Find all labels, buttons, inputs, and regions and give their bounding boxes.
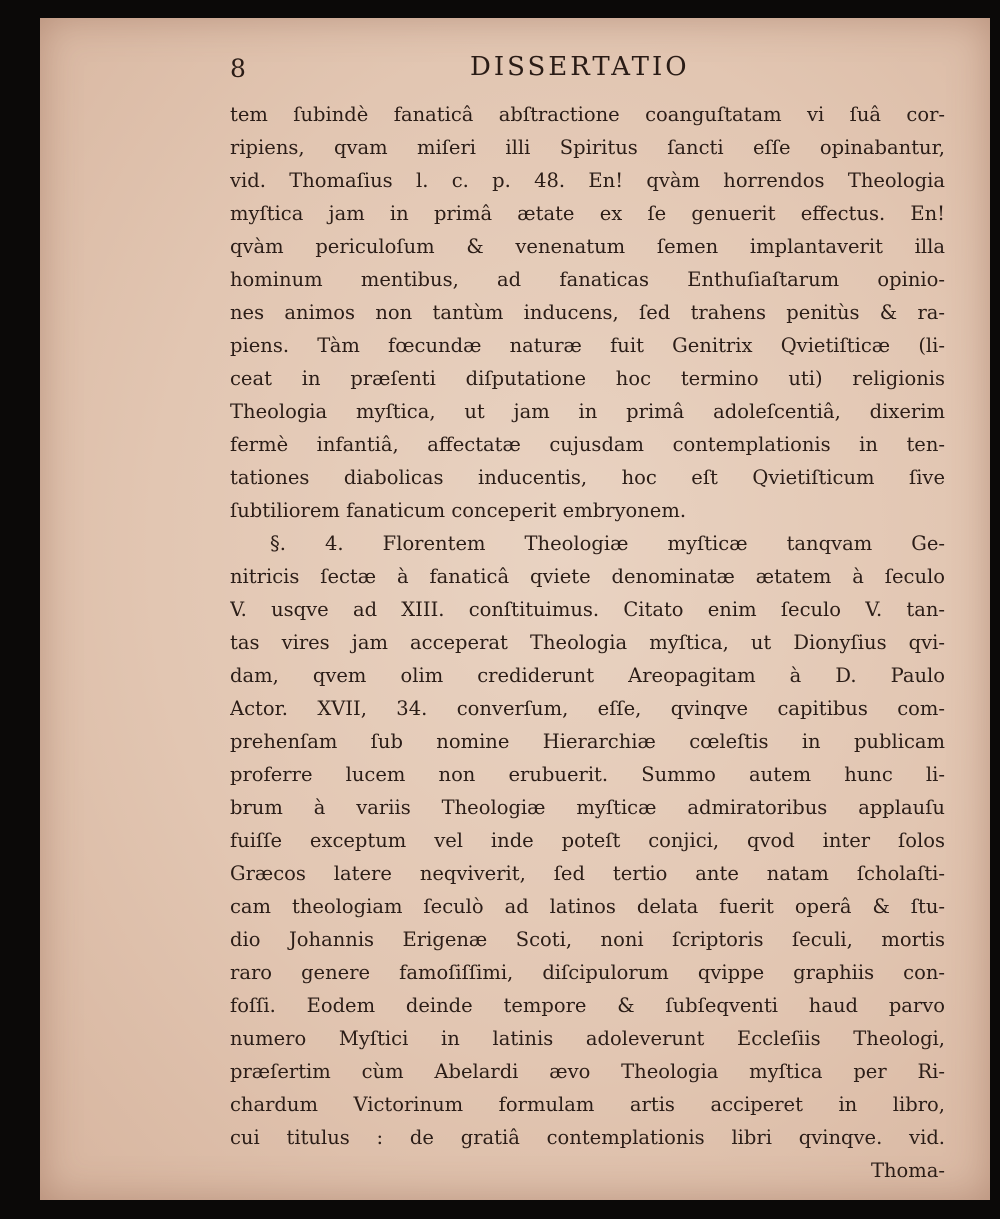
page-number: 8 (230, 54, 246, 83)
body-text (230, 98, 945, 1187)
text-line: chardum Victorinum formulam artis acciperet in libro, (230, 1093, 945, 1116)
text-line: tas vires jam acceperat Theologia myſtica, ut Dionyſius qvi- (230, 631, 945, 654)
text-line: V. usqve ad XIII. conſtituimus. Citato enim ſeculo V. tan- (230, 598, 945, 621)
catchword: Thoma- (870, 1159, 945, 1182)
text-line: proferre lucem non erubuerit. Summo autem hunc li- (230, 763, 945, 786)
text-line: prehenſam ſub nomine Hierarchiæ cœleſtis in publicam (230, 730, 945, 753)
text-line: dam, qvem olim crediderunt Areopagitam à D. Paulo (230, 664, 945, 687)
text-line: numero Myſtici in latinis adoleverunt Eccleſiis Theologi, (230, 1027, 945, 1050)
text-line: brum à variis Theologiæ myſticæ admiratoribus applauſu (230, 796, 945, 819)
text-line: raro genere famoſiſſimi, diſcipulorum qvippe graphiis con- (230, 961, 945, 984)
text-line: fermè infantiâ, affectatæ cujusdam contemplationis in ten- (230, 433, 945, 456)
text-line: dio Johannis Erigenæ Scoti, noni ſcriptoris ſeculi, mortis (230, 928, 945, 951)
text-line: ripiens, qvam miſeri illi Spiritus ſancti eſſe opinabantur, (230, 136, 945, 159)
text-line: Theologia myſtica, ut jam in primâ adoleſcentiâ, dixerim (230, 400, 945, 423)
text-line: fuiſſe exceptum vel inde poteſt conjici, qvod inter ſolos (230, 829, 945, 852)
text-line: cam theologiam ſeculò ad latinos delata fuerit operâ & ſtu- (230, 895, 945, 918)
text-line: nitricis ſectæ à fanaticâ qviete denominatæ ætatem à ſeculo (230, 565, 945, 588)
book-page (40, 18, 990, 1200)
text-line: hominum mentibus, ad fanaticas Enthuſiaſtarum opinio- (230, 268, 945, 291)
text-line: cui titulus : de gratiâ contemplationis libri qvinqve. vid. (230, 1126, 945, 1149)
section-start-line: §. 4. Florentem Theologiæ myſticæ tanqvam Ge- (270, 532, 945, 555)
running-head: DISSERTATIO (470, 52, 690, 82)
text-line: Actor. XVII, 34. converſum, eſſe, qvinqve capitibus com- (230, 697, 945, 720)
text-line: tationes diabolicas inducentis, hoc eſt Qvietiſticum ſive (230, 466, 945, 489)
text-line: myſtica jam in primâ ætate ex ſe genuerit effectus. En! (230, 202, 945, 225)
text-line: qvàm periculoſum & venenatum ſemen implantaverit illa (230, 235, 945, 258)
text-line: Græcos latere neqviverit, ſed tertio ante natam ſcholaſti- (230, 862, 945, 885)
text-line: præſertim cùm Abelardi ævo Theologia myſtica per Ri- (230, 1060, 945, 1083)
text-line: piens. Tàm fœcundæ naturæ fuit Genitrix Qvietiſticæ (li- (230, 334, 945, 357)
text-line: nes animos non tantùm inducens, ſed trahens penitùs & ra- (230, 301, 945, 324)
text-line: ſubtiliorem fanaticum conceperit embryonem. (230, 499, 687, 522)
page-header (230, 52, 930, 92)
text-line: tem ſubindè fanaticâ abſtractione coanguſtatam vi ſuâ cor- (230, 103, 945, 126)
text-line: ceat in præſenti diſputatione hoc termino uti) religionis (230, 367, 945, 390)
text-line: foſſi. Eodem deinde tempore & ſubſeqventi haud parvo (230, 994, 945, 1017)
text-line: vid. Thomaſius l. c. p. 48. En! qvàm horrendos Theologia (230, 169, 945, 192)
